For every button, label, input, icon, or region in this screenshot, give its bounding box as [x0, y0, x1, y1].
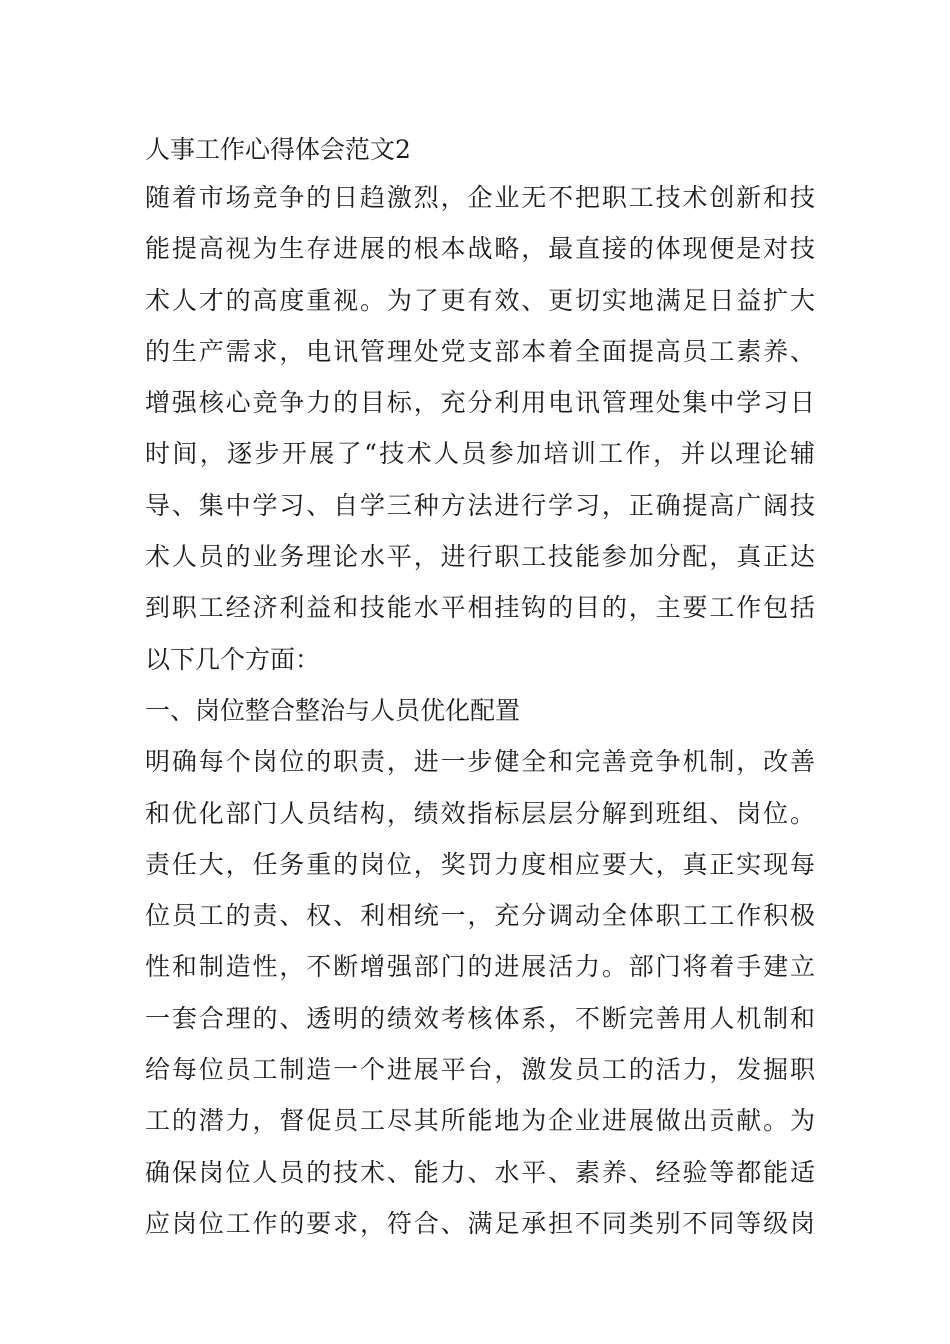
text-line: 给每位员工制造一个进展平台，激发员工的活力，发掘职 [145, 1055, 815, 1085]
text-line: 工的潜力，督促员工尽其所能地为企业进展做出贡献。为 [145, 1106, 815, 1136]
paragraph-intro [145, 172, 815, 685]
text-line: 的生产需求，电讯管理处党支部本着全面提高员工素养、 [145, 336, 815, 366]
paragraph-section-1 [145, 736, 815, 1249]
text-line: 时间，逐步开展了“技术人员参加培训工作，并以理论辅 [145, 439, 815, 469]
section-heading: 一、岗位整合整治与人员优化配置 [145, 695, 521, 725]
document-title: 人事工作心得体会范文2 [145, 135, 411, 164]
text-line: 术人才的高度重视。为了更有效、更切实地满足日益扩大 [145, 285, 815, 315]
text-line: 能提高视为生存进展的根本战略，最直接的体现便是对技 [145, 234, 815, 264]
text-line: 增强核心竞争力的目标，充分利用电讯管理处集中学习日 [145, 388, 815, 418]
text-line: 性和制造性，不断增强部门的进展活力。部门将着手建立 [145, 952, 815, 982]
text-line: 明确每个岗位的职责，进一步健全和完善竞争机制，改善 [145, 747, 815, 777]
text-line: 以下几个方面： [145, 644, 321, 674]
text-line: 和优化部门人员结构，绩效指标层层分解到班组、岗位。 [145, 798, 815, 828]
text-line: 应岗位工作的要求，符合、满足承担不同类别不同等级岗 [145, 1208, 815, 1238]
text-line: 责任大，任务重的岗位，奖罚力度相应要大，真正实现每 [145, 849, 815, 879]
document-body [145, 128, 815, 1249]
text-line: 到职工经济利益和技能水平相挂钩的目的，主要工作包括 [145, 593, 815, 623]
text-line: 术人员的业务理论水平，进行职工技能参加分配，真正达 [145, 542, 815, 572]
text-line: 导、集中学习、自学三种方法进行学习，正确提高广阔技 [145, 490, 815, 520]
text-line: 一套合理的、透明的绩效考核体系，不断完善用人机制和 [145, 1003, 815, 1033]
text-line: 随着市场竞争的日趋激烈，企业无不把职工技术创新和技 [145, 183, 815, 212]
text-line: 确保岗位人员的技术、能力、水平、素养、经验等都能适 [145, 1157, 815, 1187]
text-line: 位员工的责、权、利相统一，充分调动全体职工工作积极 [145, 901, 815, 931]
